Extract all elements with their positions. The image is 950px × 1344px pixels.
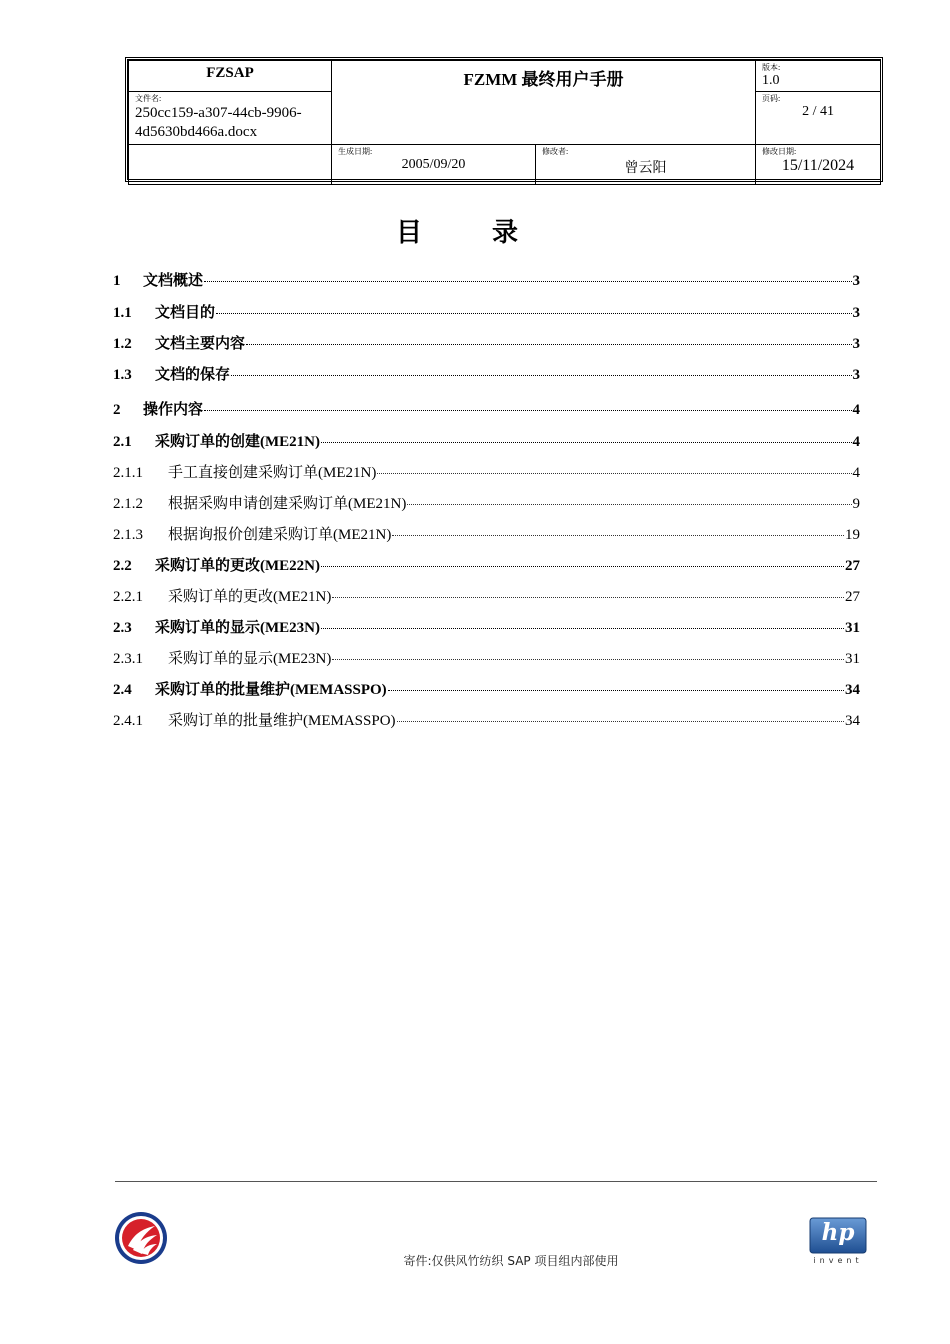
toc-entry-title: 采购订单的显示(ME23N): [155, 620, 320, 636]
modifier-cell: [536, 145, 756, 185]
toc-entry-page: 4: [852, 402, 860, 418]
toc-entry-number: 1.3: [113, 367, 132, 383]
toc-entry-number: 1.2: [113, 336, 132, 352]
toc-entry-title: 采购订单的创建(ME21N): [155, 434, 320, 450]
page-caption: 页码:: [762, 94, 781, 103]
created-value: 2005/09/20: [401, 157, 466, 172]
modified-caption: 修改日期:: [762, 147, 797, 156]
modifier-caption: 修改者:: [542, 147, 569, 156]
toc-dot-leader: [332, 597, 844, 598]
toc-entry-number: 2.3: [113, 620, 132, 636]
version-cell: [756, 61, 881, 92]
toc-entry-number: 2.1.2: [113, 496, 143, 512]
toc-dot-leader: [397, 721, 844, 722]
toc-dot-leader: [321, 566, 844, 567]
toc-entry-number: 2.3.1: [113, 651, 143, 667]
toc-entry-title: 根据采购申请创建采购订单(ME21N): [168, 496, 407, 512]
toc-heading: 目录: [395, 218, 588, 248]
toc-entry[interactable]: [113, 706, 860, 737]
page-cell: [756, 92, 881, 145]
toc-entry[interactable]: [113, 582, 860, 613]
modified-cell: [756, 145, 881, 185]
toc-entry-page: 3: [852, 336, 860, 352]
created-caption: 生成日期:: [338, 147, 373, 156]
toc-entry-title: 文档概述: [143, 273, 204, 289]
toc-dot-leader: [377, 473, 851, 474]
hp-invent-text: invent: [813, 1256, 863, 1265]
toc-entry[interactable]: [113, 298, 860, 329]
footer-divider: [115, 1181, 877, 1182]
toc-entry-title: 采购订单的显示(ME23N): [168, 651, 332, 667]
filename-value: 250cc159-a307-44cb-9906-4d5630bd466a.docx: [135, 105, 302, 140]
toc-entry-title: 文档目的: [155, 305, 216, 321]
hp-mark-text: hp: [821, 1219, 855, 1246]
filename-caption: 文件名:: [135, 94, 162, 103]
toc-entry-page: 4: [852, 434, 860, 450]
document-title: FZMM 最终用户手册: [463, 70, 624, 89]
toc-entry-number: 2.1.3: [113, 527, 143, 543]
toc-dot-leader: [231, 375, 851, 376]
table-of-contents: [113, 262, 860, 737]
toc-dot-leader: [216, 313, 851, 314]
version-caption: 版本:: [762, 63, 781, 72]
toc-entry-page: 34: [845, 713, 860, 729]
toc-entry[interactable]: [113, 551, 860, 582]
toc-entry-title: 采购订单的更改(ME21N): [168, 589, 332, 605]
toc-entry-number: 2.1.1: [113, 465, 143, 481]
toc-entry-page: 34: [845, 682, 860, 698]
toc-entry-page: 4: [852, 465, 860, 481]
toc-entry-page: 27: [845, 558, 860, 574]
modified-value: 15/11/2024: [781, 157, 855, 174]
toc-entry-title: 手工直接创建采购订单(ME21N): [168, 465, 377, 481]
toc-entry-page: 31: [845, 651, 860, 667]
toc-entry-number: 2.4: [113, 682, 132, 698]
toc-dot-leader: [204, 281, 851, 282]
toc-entry[interactable]: [113, 264, 860, 298]
toc-entry-title: 根据询报价创建采购订单(ME21N): [168, 527, 392, 543]
toc-entry-page: 3: [852, 367, 860, 383]
empty-cell: [129, 145, 332, 185]
toc-entry-title: 文档主要内容: [155, 336, 246, 352]
toc-entry-title: 文档的保存: [155, 367, 231, 383]
toc-dot-leader: [321, 442, 852, 443]
company-cell: [129, 61, 332, 92]
toc-dot-leader: [407, 504, 851, 505]
toc-entry[interactable]: [113, 675, 860, 706]
toc-dot-leader: [332, 659, 844, 660]
toc-entry[interactable]: [113, 458, 860, 489]
modifier-value: 曾云阳: [624, 161, 667, 176]
filename-cell: [129, 92, 332, 145]
toc-entry-title: 采购订单的更改(ME22N): [155, 558, 320, 574]
toc-entry-page: 3: [852, 273, 860, 289]
toc-entry-title: 采购订单的批量维护(MEMASSPO): [168, 713, 396, 729]
toc-entry-page: 27: [845, 589, 860, 605]
toc-entry-page: 31: [845, 620, 860, 636]
toc-entry-page: 19: [845, 527, 860, 543]
document-header: [125, 57, 883, 182]
toc-dot-leader: [204, 410, 851, 411]
toc-entry-title: 采购订单的批量维护(MEMASSPO): [155, 682, 387, 698]
version-value: 1.0: [762, 73, 780, 88]
toc-entry-number: 2.2: [113, 558, 132, 574]
toc-entry-number: 2.2.1: [113, 589, 143, 605]
toc-entry-number: 2.4.1: [113, 713, 143, 729]
page-value: 2 / 41: [802, 104, 834, 119]
toc-entry-page: 9: [852, 496, 860, 512]
toc-entry-number: 2: [113, 402, 121, 418]
toc-entry[interactable]: [113, 329, 860, 360]
toc-entry[interactable]: [113, 489, 860, 520]
toc-dot-leader: [321, 628, 844, 629]
footer-notice: 寄件:仅供风竹纺织 SAP 项目组内部使用: [403, 1254, 619, 1268]
title-cell: [332, 61, 756, 145]
toc-entry[interactable]: [113, 644, 860, 675]
toc-dot-leader: [246, 344, 851, 345]
toc-entry-number: 1: [113, 273, 121, 289]
toc-entry-number: 2.1: [113, 434, 132, 450]
toc-entry-title: 操作内容: [143, 402, 204, 418]
toc-entry[interactable]: [113, 360, 860, 391]
toc-entry[interactable]: [113, 613, 860, 644]
toc-entry-page: 3: [852, 305, 860, 321]
toc-dot-leader: [392, 535, 844, 536]
company-name: FZSAP: [206, 65, 254, 81]
toc-entry-number: 1.1: [113, 305, 132, 321]
toc-dot-leader: [388, 690, 844, 691]
created-cell: [332, 145, 536, 185]
toc-entry[interactable]: [113, 427, 860, 458]
toc-entry[interactable]: [113, 520, 860, 551]
toc-entry[interactable]: [113, 393, 860, 427]
